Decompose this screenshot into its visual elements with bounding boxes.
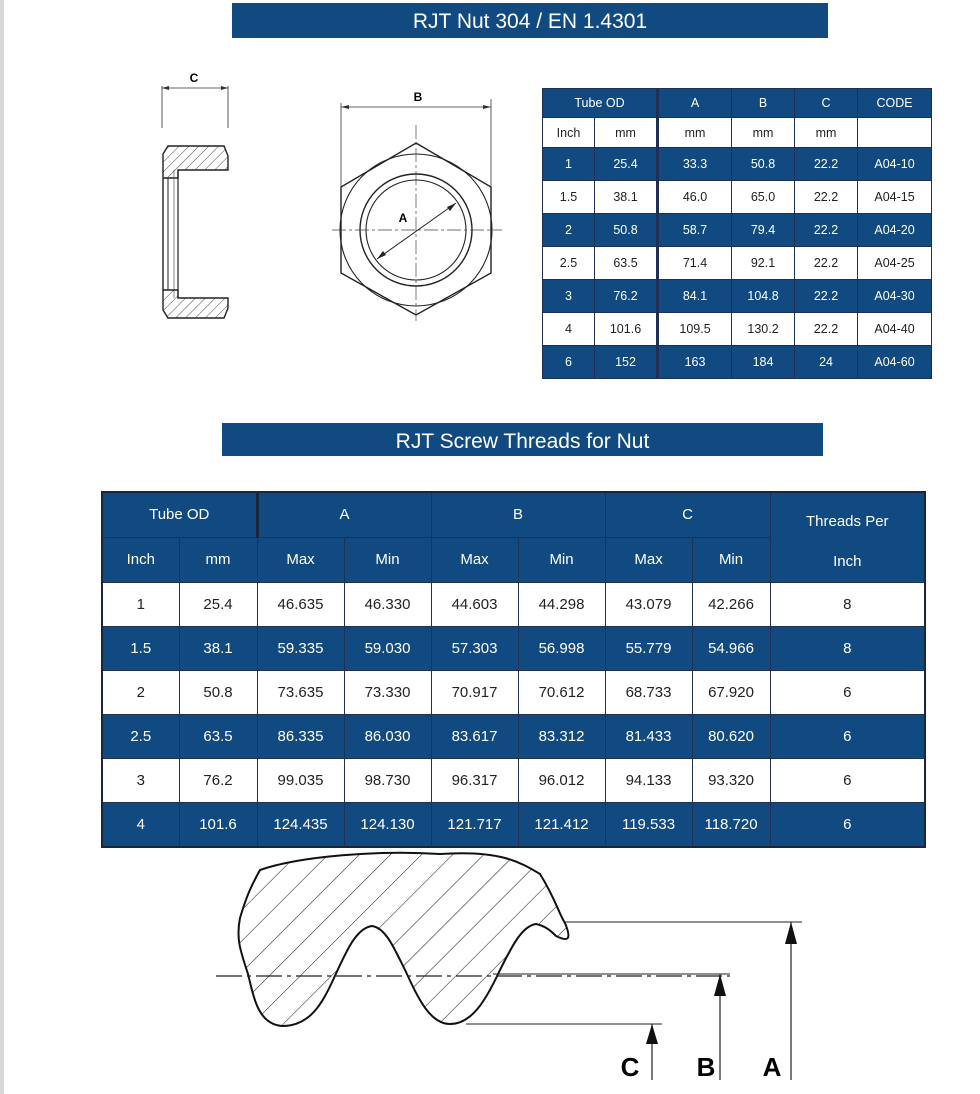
table-cell: 152 (595, 346, 658, 379)
table-cell: 124.435 (257, 803, 344, 847)
table-row (102, 583, 925, 627)
nut-table-units-row (543, 118, 932, 148)
table-cell: 59.030 (344, 627, 431, 671)
table-cell: 104.8 (732, 280, 795, 313)
threads-sub-c-min: Min (692, 537, 770, 582)
table-cell: 121.412 (518, 803, 605, 847)
nut-title-banner (232, 3, 828, 38)
table-cell: 118.720 (692, 803, 770, 847)
table-cell: 42.266 (692, 583, 770, 627)
table-cell: 3 (543, 280, 595, 313)
nut-table-header-row (543, 89, 932, 118)
thread-profile-drawing (210, 848, 810, 1088)
table-cell: 46.635 (257, 583, 344, 627)
side-view-c-label: C (189, 71, 199, 85)
table-cell: 65.0 (732, 181, 795, 214)
table-cell: 109.5 (658, 313, 732, 346)
table-row (543, 181, 932, 214)
nut-unit-c-mm: mm (795, 118, 858, 148)
table-cell: 22.2 (795, 214, 858, 247)
table-cell: 2 (543, 214, 595, 247)
hex-view-b-label: B (413, 90, 423, 104)
table-cell: 59.335 (257, 627, 344, 671)
threads-sub-mm: mm (179, 537, 257, 582)
table-row (543, 148, 932, 181)
table-cell: 70.612 (518, 671, 605, 715)
table-row (543, 280, 932, 313)
table-cell: 1.5 (543, 181, 595, 214)
profile-b-label: B (696, 1052, 716, 1082)
table-cell: 54.966 (692, 627, 770, 671)
table-cell: 22.2 (795, 148, 858, 181)
profile-a-label: A (762, 1052, 782, 1082)
table-cell: 56.998 (518, 627, 605, 671)
table-cell: 33.3 (658, 148, 732, 181)
threads-sub-b-max: Max (431, 537, 518, 582)
table-cell: 184 (732, 346, 795, 379)
table-cell: 22.2 (795, 313, 858, 346)
table-cell: 68.733 (605, 671, 692, 715)
threads-title-banner (222, 423, 823, 456)
table-cell: 50.8 (595, 214, 658, 247)
table-cell: 25.4 (179, 583, 257, 627)
screw-threads-table (101, 491, 926, 848)
table-cell: 119.533 (605, 803, 692, 847)
threads-per-line2: Inch (833, 553, 862, 570)
table-cell: 4 (543, 313, 595, 346)
table-cell: 163 (658, 346, 732, 379)
table-cell: 24 (795, 346, 858, 379)
threads-header-threads-per-inch (770, 492, 925, 583)
table-cell: 73.330 (344, 671, 431, 715)
table-cell: 63.5 (179, 715, 257, 759)
table-cell: 6 (770, 759, 925, 803)
table-cell: 6 (770, 715, 925, 759)
table-cell: 101.6 (179, 803, 257, 847)
table-cell: 79.4 (732, 214, 795, 247)
nut-header-a: A (658, 89, 732, 118)
table-cell: A04-20 (858, 214, 932, 247)
table-cell: 83.617 (431, 715, 518, 759)
threads-table-header-row (102, 492, 925, 537)
table-row (102, 671, 925, 715)
nut-header-c: C (795, 89, 858, 118)
threads-header-b: B (431, 492, 605, 537)
table-cell: 80.620 (692, 715, 770, 759)
table-cell: A04-60 (858, 346, 932, 379)
nut-header-tube-od: Tube OD (543, 89, 658, 118)
table-cell: 99.035 (257, 759, 344, 803)
table-cell: 58.7 (658, 214, 732, 247)
threads-title: RJT Screw Threads for Nut (395, 430, 650, 453)
profile-c-label: C (620, 1052, 640, 1082)
threads-sub-a-max: Max (257, 537, 344, 582)
threads-header-c: C (605, 492, 770, 537)
table-cell: 73.635 (257, 671, 344, 715)
threads-sub-b-min: Min (518, 537, 605, 582)
table-cell: 96.012 (518, 759, 605, 803)
nut-hex-front-view-drawing (330, 85, 505, 325)
table-cell: 6 (770, 803, 925, 847)
table-cell: 124.130 (344, 803, 431, 847)
table-cell: 84.1 (658, 280, 732, 313)
table-cell: 8 (770, 627, 925, 671)
table-cell: 8 (770, 583, 925, 627)
table-cell: 46.0 (658, 181, 732, 214)
threads-sub-inch: Inch (102, 537, 179, 582)
table-cell: 38.1 (595, 181, 658, 214)
table-cell: 25.4 (595, 148, 658, 181)
table-cell: A04-15 (858, 181, 932, 214)
threads-per-line1: Threads Per (806, 513, 889, 530)
table-row (543, 313, 932, 346)
table-row (102, 715, 925, 759)
table-cell: A04-10 (858, 148, 932, 181)
table-cell: 76.2 (595, 280, 658, 313)
table-row (102, 803, 925, 847)
table-cell: 101.6 (595, 313, 658, 346)
hex-view-a-label: A (398, 211, 408, 225)
table-cell: 1 (543, 148, 595, 181)
table-cell: 22.2 (795, 247, 858, 280)
table-cell: 81.433 (605, 715, 692, 759)
nut-unit-mm: mm (595, 118, 658, 148)
nut-header-code: CODE (858, 89, 932, 118)
nut-unit-code-blank (858, 118, 932, 148)
threads-header-a: A (257, 492, 431, 537)
table-cell: 6 (770, 671, 925, 715)
table-cell: 6 (543, 346, 595, 379)
table-cell: 55.779 (605, 627, 692, 671)
table-cell: 2 (102, 671, 179, 715)
table-cell: 121.717 (431, 803, 518, 847)
table-row (543, 247, 932, 280)
table-cell: 93.320 (692, 759, 770, 803)
table-cell: 3 (102, 759, 179, 803)
table-cell: 94.133 (605, 759, 692, 803)
table-cell: 71.4 (658, 247, 732, 280)
table-cell: 44.298 (518, 583, 605, 627)
nut-unit-a-mm: mm (658, 118, 732, 148)
table-cell: 57.303 (431, 627, 518, 671)
nut-title: RJT Nut 304 / EN 1.4301 (412, 10, 648, 33)
table-cell: 4 (102, 803, 179, 847)
threads-sub-c-max: Max (605, 537, 692, 582)
table-cell: A04-40 (858, 313, 932, 346)
table-cell: 50.8 (179, 671, 257, 715)
table-cell: 67.920 (692, 671, 770, 715)
table-row (102, 759, 925, 803)
threads-header-tube-od: Tube OD (102, 492, 257, 537)
table-cell: 50.8 (732, 148, 795, 181)
table-cell: 130.2 (732, 313, 795, 346)
table-row (543, 214, 932, 247)
table-cell: 1 (102, 583, 179, 627)
table-cell: 70.917 (431, 671, 518, 715)
table-row (102, 627, 925, 671)
table-cell: 86.030 (344, 715, 431, 759)
table-cell: 22.2 (795, 280, 858, 313)
table-cell: 2.5 (543, 247, 595, 280)
table-cell: A04-25 (858, 247, 932, 280)
table-cell: 83.312 (518, 715, 605, 759)
table-row (543, 346, 932, 379)
table-cell: A04-30 (858, 280, 932, 313)
page-left-edge (0, 0, 4, 1094)
table-cell: 38.1 (179, 627, 257, 671)
table-cell: 43.079 (605, 583, 692, 627)
table-cell: 22.2 (795, 181, 858, 214)
nut-unit-b-mm: mm (732, 118, 795, 148)
nut-dimensions-table (542, 88, 932, 379)
table-cell: 63.5 (595, 247, 658, 280)
table-cell: 92.1 (732, 247, 795, 280)
table-cell: 1.5 (102, 627, 179, 671)
table-cell: 76.2 (179, 759, 257, 803)
nut-side-view-drawing (150, 66, 245, 328)
table-cell: 96.317 (431, 759, 518, 803)
table-cell: 46.330 (344, 583, 431, 627)
table-cell: 44.603 (431, 583, 518, 627)
threads-sub-a-min: Min (344, 537, 431, 582)
table-cell: 86.335 (257, 715, 344, 759)
nut-header-b: B (732, 89, 795, 118)
nut-unit-inch: Inch (543, 118, 595, 148)
table-cell: 98.730 (344, 759, 431, 803)
table-cell: 2.5 (102, 715, 179, 759)
